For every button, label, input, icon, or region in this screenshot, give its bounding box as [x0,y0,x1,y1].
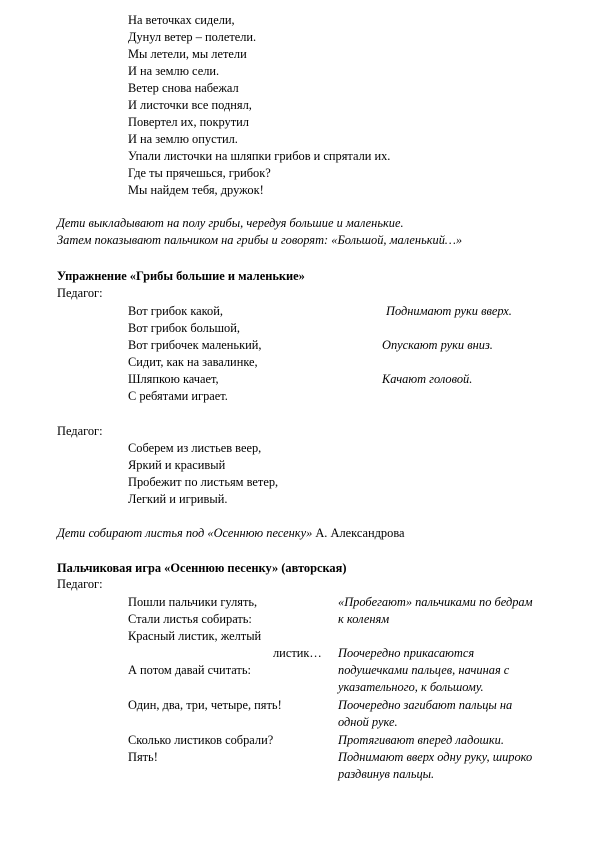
exercise-line: Вот грибочек маленький, [128,338,262,352]
game-action: к коленям [338,612,390,626]
poem-line: Легкий и игривый. [128,492,228,506]
poem-line: И листочки все поднял, [128,98,252,112]
poem-line: И на землю опустил. [128,132,238,146]
exercise-line: С ребятами играет. [128,389,228,403]
game-action: «Пробегают» пальчиками по бедрам [338,595,533,609]
game-line: Стали листья собирать: [128,612,252,626]
exercise-title: Упражнение «Грибы большие и маленькие» [57,269,305,283]
teacher-label: Педагог: [57,286,103,300]
game-line: Пошли пальчики гулять, [128,595,258,609]
poem-line: Где ты прячешься, грибок? [128,166,271,180]
game-action: одной руке. [338,715,398,729]
exercise-action: Качают головой. [382,372,473,386]
instruction-line [57,525,405,541]
poem-line: Соберем из листьев веер, [128,441,262,455]
game-action: Поочередно загибают пальцы на [338,698,513,712]
teacher-label: Педагог: [57,424,103,438]
game-action: указательного, к большому. [338,680,484,694]
poem-line: Пробежит по листьям ветер, [128,475,279,489]
teacher-label: Педагог: [57,577,103,591]
poem-line: Упали листочки на шляпки грибов и спрятали их. [128,149,391,163]
exercise-action: Опускают руки вниз. [382,338,493,352]
exercise-line: Сидит, как на завалинке, [128,355,258,369]
poem-line: Ветер снова набежал [128,81,239,95]
game-line: листик… [273,646,322,660]
poem-line: И на землю сели. [128,64,220,78]
instruction-line: Дети выкладывают на полу грибы, чередуя большие и маленькие. [57,216,404,230]
instruction-italic: Дети собирают листья под «Осеннюю песенку» [57,526,313,540]
poem-line: Повертел их, покрутил [128,115,249,129]
game-action: Протягивают вперед ладошки. [338,733,504,747]
instruction-line: Затем показывают пальчиком на грибы и говорят: «Большой, маленький…» [57,233,463,247]
exercise-line: Вот грибок большой, [128,321,240,335]
game-action: Поднимают вверх одну руку, широко [338,750,533,764]
game-line: Пять! [128,750,158,764]
game-action: раздвинув пальцы. [338,767,435,781]
exercise-action: Поднимают руки вверх. [386,304,512,318]
poem-line: Мы найдем тебя, дружок! [128,183,264,197]
finger-game-title: Пальчиковая игра «Осеннюю песенку» (авторская) [57,561,347,575]
exercise-line: Вот грибок какой, [128,304,223,318]
game-line: Один, два, три, четыре, пять! [128,698,282,712]
game-action: Поочередно прикасаются [338,646,475,660]
poem-line: Мы летели, мы летели [128,47,247,61]
poem-line: На веточках сидели, [128,13,235,27]
game-line: А потом давай считать: [128,663,251,677]
game-action: подушечками пальцев, начиная с [338,663,510,677]
poem-line: Дунул ветер – полетели. [128,30,257,44]
game-line: Красный листик, желтый [128,629,262,643]
game-line: Сколько листиков собрали? [128,733,274,747]
instruction-author: А. Александрова [312,526,405,540]
poem-line: Яркий и красивый [128,458,226,472]
exercise-line: Шляпкою качает, [128,372,219,386]
